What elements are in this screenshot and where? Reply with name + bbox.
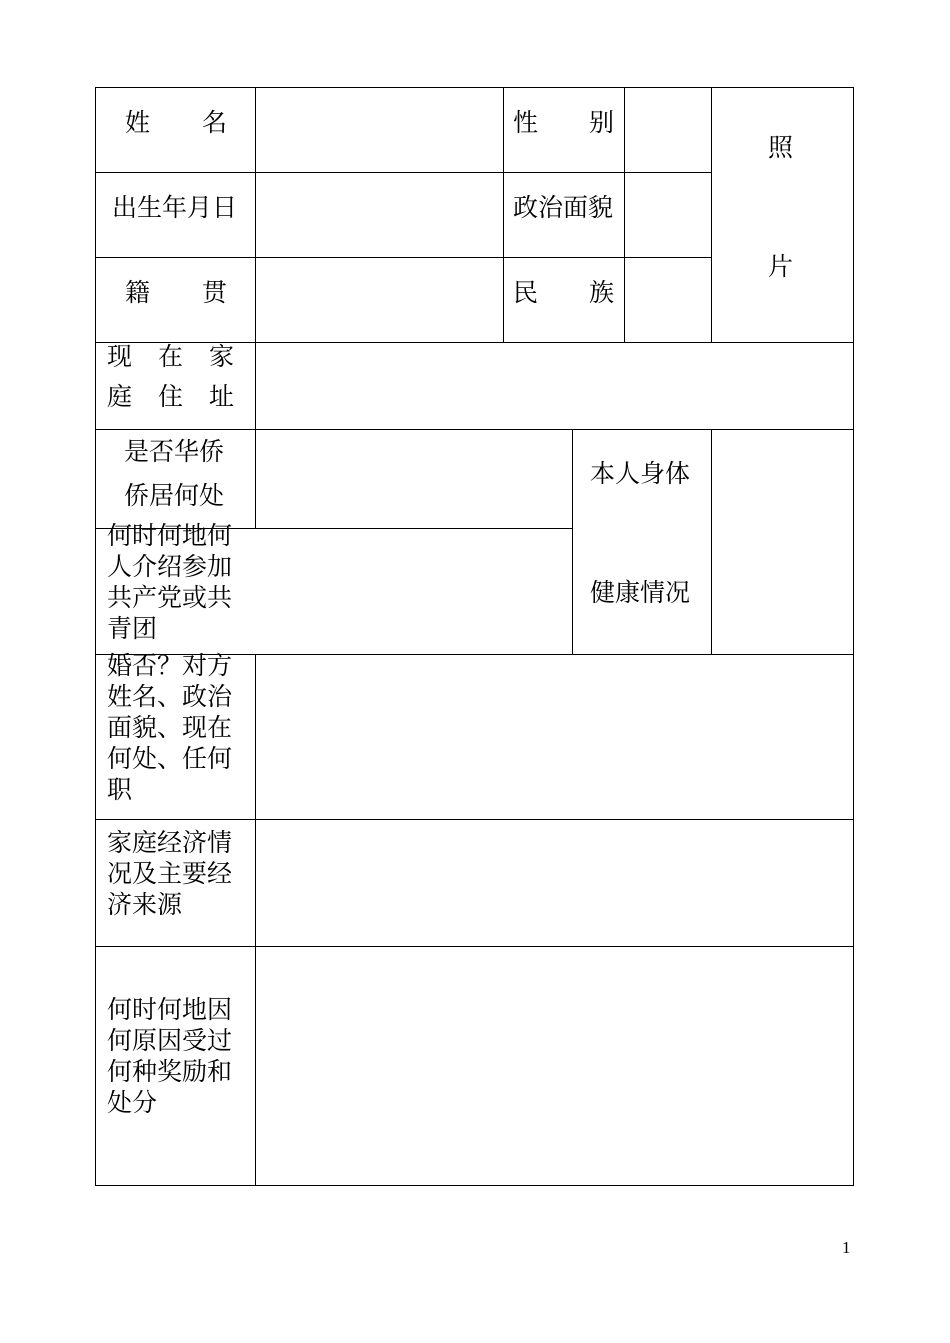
native-place-label-char: 籍 xyxy=(125,278,151,307)
awards-punishments-field[interactable] xyxy=(256,947,853,1185)
gender-field[interactable] xyxy=(625,88,710,172)
ethnicity-field[interactable] xyxy=(625,258,710,342)
overseas-label-line1: 是否华侨 xyxy=(124,437,225,466)
birth-date-field[interactable] xyxy=(256,173,502,257)
photo-label-char: 照 xyxy=(768,133,794,162)
ethnicity-label-char: 族 xyxy=(588,278,614,307)
family-economy-label: 家庭经济情况及主要经济来源 xyxy=(107,828,233,919)
political-status-field[interactable] xyxy=(625,173,710,257)
address-label-char: 址 xyxy=(208,382,234,411)
ethnicity-label xyxy=(513,277,614,308)
marriage-field[interactable] xyxy=(256,655,853,819)
page-number: 1 xyxy=(842,1238,851,1257)
name-label-char: 姓 xyxy=(125,108,151,137)
gender-label-char: 别 xyxy=(588,108,614,137)
marriage-label: 婚否？对方姓名、政治面貌、现在何处、任何职 xyxy=(107,651,233,804)
address-label-char: 住 xyxy=(157,382,183,411)
health-field[interactable] xyxy=(712,430,853,654)
political-status-label: 政治面貌 xyxy=(513,193,614,222)
col-divider xyxy=(572,429,573,655)
gender-label-char: 性 xyxy=(513,108,539,137)
name-field[interactable] xyxy=(256,88,502,172)
address-label-line1 xyxy=(107,341,234,372)
photo-label-char: 片 xyxy=(768,252,794,281)
address-label-line2 xyxy=(107,381,234,412)
address-label-char: 家 xyxy=(208,342,234,371)
gender-label xyxy=(513,107,614,138)
name-label xyxy=(125,107,227,138)
overseas-label-line2: 侨居何处 xyxy=(124,481,225,510)
health-label-line2: 健康情况 xyxy=(590,578,691,607)
party-join-field[interactable] xyxy=(256,529,572,654)
birth-date-label: 出生年月日 xyxy=(112,193,238,222)
address-field[interactable] xyxy=(256,343,853,429)
name-label-char: 名 xyxy=(201,108,227,137)
awards-punishments-label: 何时何地因何原因受过何种奖励和处分 xyxy=(107,995,233,1117)
party-join-label: 何时何地何人介绍参加共产党或共青团 xyxy=(107,521,233,643)
address-label-char: 在 xyxy=(157,342,183,371)
col-divider xyxy=(503,87,504,343)
address-label-char: 庭 xyxy=(107,382,133,411)
ethnicity-label-char: 民 xyxy=(513,278,539,307)
native-place-label-char: 贯 xyxy=(201,278,227,307)
overseas-field[interactable] xyxy=(256,430,572,528)
native-place-field[interactable] xyxy=(256,258,502,342)
family-economy-field[interactable] xyxy=(256,820,853,946)
address-label-char: 现 xyxy=(107,342,133,371)
native-place-label xyxy=(125,277,227,308)
health-label-line1: 本人身体 xyxy=(590,459,691,488)
photo-box[interactable] xyxy=(712,88,853,342)
